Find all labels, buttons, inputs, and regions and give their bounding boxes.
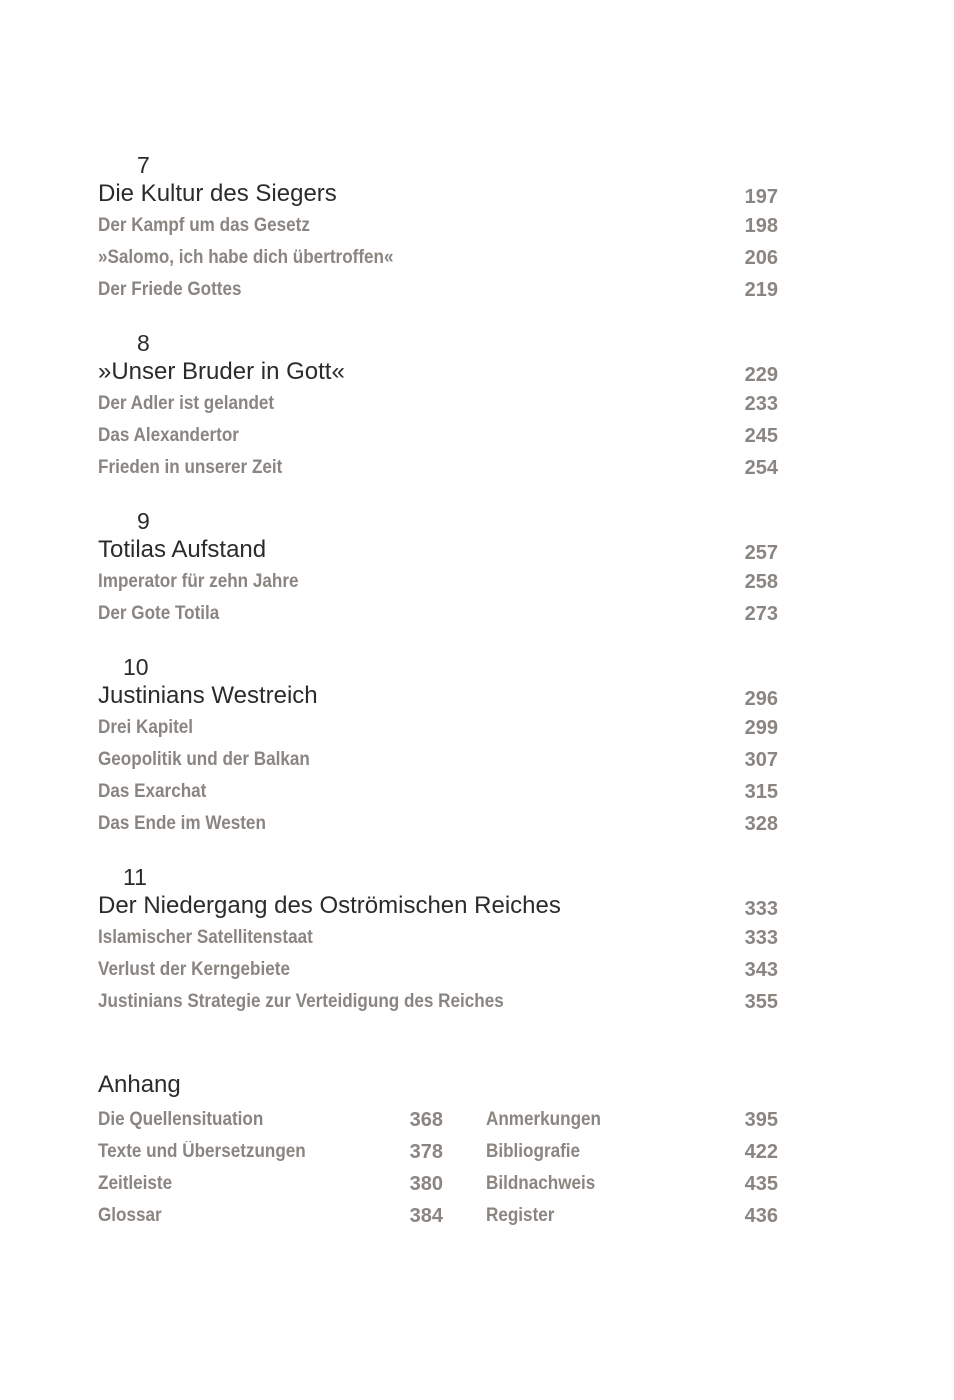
- section-row: [98, 242, 778, 274]
- section-row: [98, 808, 778, 840]
- section-row: [98, 922, 778, 954]
- chapter-8: [98, 330, 778, 484]
- chapter-number: 11: [123, 864, 147, 890]
- appendix-entry-title: Anmerkungen: [486, 1109, 601, 1130]
- section-page-number: 233: [744, 393, 778, 415]
- section-row: [98, 744, 778, 776]
- chapter-title: Der Niedergang des Oströmischen Reiches: [98, 892, 561, 919]
- section-row: [98, 388, 778, 420]
- section-page-number: 307: [744, 749, 778, 771]
- appendix-right-column: [486, 1104, 778, 1232]
- section-row: [98, 712, 778, 744]
- chapter-11: [98, 864, 778, 1018]
- chapter-title: Totilas Aufstand: [98, 536, 267, 563]
- chapter-10: [98, 654, 778, 840]
- section-page-number: 333: [744, 927, 778, 949]
- section-title: Der Friede Gottes: [98, 279, 242, 300]
- appendix-row: [486, 1200, 778, 1232]
- section-page-number: 299: [744, 717, 778, 739]
- appendix-entry-page: 368: [409, 1109, 443, 1131]
- appendix-entry-title: Texte und Übersetzungen: [98, 1141, 306, 1162]
- section-title: Geopolitik und der Balkan: [98, 749, 310, 770]
- section-title: Imperator für zehn Jahre: [98, 571, 299, 592]
- chapter-page-number: 333: [744, 898, 778, 920]
- chapter-title-row: [98, 356, 778, 388]
- section-row: [98, 598, 778, 630]
- chapter-page-number: 197: [744, 186, 778, 208]
- section-row: [98, 566, 778, 598]
- section-title: Islamischer Satellitenstaat: [98, 927, 313, 948]
- chapter-title-row: [98, 890, 778, 922]
- appendix-entry-page: 378: [409, 1141, 443, 1163]
- chapter-title: Die Kultur des Siegers: [98, 180, 337, 207]
- appendix-entry-title: Bildnachweis: [486, 1173, 596, 1194]
- appendix-entry-page: 436: [744, 1205, 778, 1227]
- section-page-number: 355: [744, 991, 778, 1013]
- section-page-number: 206: [744, 247, 778, 269]
- section-row: [98, 274, 778, 306]
- appendix-section: [98, 1068, 778, 1234]
- appendix-entry-page: 384: [409, 1205, 443, 1227]
- appendix-row: [98, 1200, 443, 1232]
- section-title: Das Ende im Westen: [98, 813, 266, 834]
- appendix-row: [486, 1136, 778, 1168]
- chapter-title-row: [98, 680, 778, 712]
- section-title: Das Exarchat: [98, 781, 207, 802]
- section-row: [98, 954, 778, 986]
- section-title: »Salomo, ich habe dich übertroffen«: [98, 247, 394, 268]
- chapter-title-row: [98, 178, 778, 210]
- appendix-row: [98, 1136, 443, 1168]
- section-row: [98, 776, 778, 808]
- chapter-page-number: 229: [744, 364, 778, 386]
- chapter-9: [98, 508, 778, 630]
- chapter-title-row: [98, 534, 778, 566]
- appendix-entry-title: Die Quellensituation: [98, 1109, 264, 1130]
- chapter-number: 9: [137, 508, 150, 534]
- appendix-entry-page: 380: [409, 1173, 443, 1195]
- section-row: [98, 420, 778, 452]
- appendix-row: [98, 1104, 443, 1136]
- appendix-row: [486, 1168, 778, 1200]
- appendix-entry-page: 395: [744, 1109, 778, 1131]
- appendix-entry-title: Register: [486, 1205, 555, 1226]
- chapter-number: 8: [137, 330, 150, 356]
- appendix-entry-title: Glossar: [98, 1205, 162, 1226]
- appendix-row: [486, 1104, 778, 1136]
- chapter-number: 10: [123, 654, 149, 680]
- appendix-entry-title: Zeitleiste: [98, 1173, 173, 1194]
- chapter-page-number: 296: [744, 688, 778, 710]
- chapter-title: Justinians Westreich: [98, 682, 318, 709]
- section-page-number: 245: [744, 425, 778, 447]
- section-title: Justinians Strategie zur Verteidigung des Reiches: [98, 991, 504, 1012]
- appendix-columns: [98, 1104, 778, 1234]
- appendix-row: [98, 1168, 443, 1200]
- section-page-number: 198: [744, 215, 778, 237]
- appendix-entry-title: Bibliografie: [486, 1141, 581, 1162]
- appendix-title: Anhang: [98, 1071, 181, 1098]
- section-page-number: 254: [744, 457, 778, 479]
- appendix-entry-page: 435: [744, 1173, 778, 1195]
- section-page-number: 315: [744, 781, 778, 803]
- section-page-number: 273: [744, 603, 778, 625]
- section-row: [98, 986, 778, 1018]
- section-page-number: 219: [744, 279, 778, 301]
- section-title: Frieden in unserer Zeit: [98, 457, 283, 478]
- section-row: [98, 210, 778, 242]
- appendix-entry-page: 422: [744, 1141, 778, 1163]
- chapter-7: [98, 152, 778, 306]
- appendix-left-column: [98, 1104, 443, 1232]
- chapter-page-number: 257: [744, 542, 778, 564]
- section-title: Das Alexandertor: [98, 425, 239, 446]
- section-title: Der Kampf um das Gesetz: [98, 215, 310, 236]
- section-title: Verlust der Kerngebiete: [98, 959, 290, 980]
- section-title: Drei Kapitel: [98, 717, 194, 738]
- section-page-number: 328: [744, 813, 778, 835]
- chapter-title: »Unser Bruder in Gott«: [98, 358, 345, 385]
- section-page-number: 343: [744, 959, 778, 981]
- section-title: Der Adler ist gelandet: [98, 393, 275, 414]
- section-page-number: 258: [744, 571, 778, 593]
- section-row: [98, 452, 778, 484]
- section-title: Der Gote Totila: [98, 603, 220, 624]
- chapter-number: 7: [137, 152, 150, 178]
